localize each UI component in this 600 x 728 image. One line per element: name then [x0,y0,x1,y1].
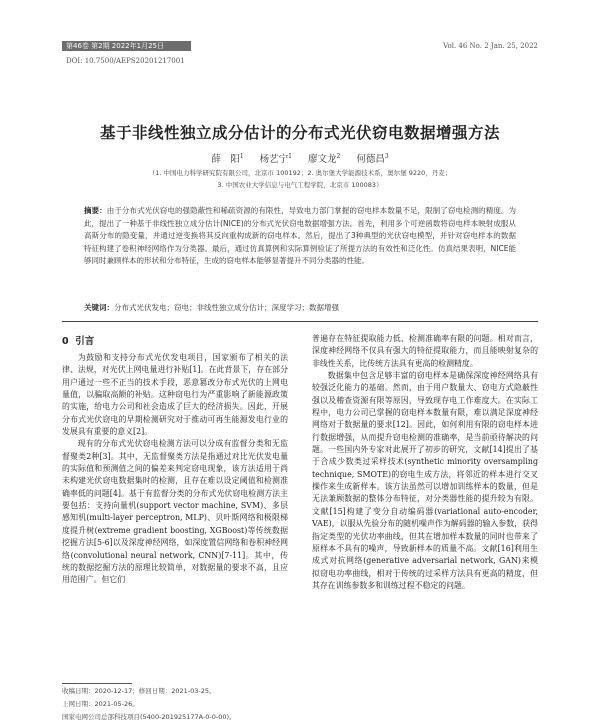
right-column [312,333,538,592]
keywords-text: 分布式光伏发电；窃电；非线性独立成分估计；深度学习；数据增强 [114,303,339,312]
affiliation: （1. 中国电力科学研究院有限公司，北京市 100192；2. 奥尔堡大学能源技术系，奥尔堡 9220，丹麦； [148,169,452,177]
section-heading: 0 引言 [62,336,95,347]
author: 薛 阳$^1$ [211,152,244,165]
divider [62,321,538,322]
left-column [62,352,288,587]
keywords-label: 关键词： [84,303,114,312]
author-list [0,151,600,165]
author: 廖文龙$^2$ [308,152,341,165]
footnote: 国家电网公司总部科技项目(5400-201925177A-0-0-00)。 [62,713,236,721]
footnote: 收稿日期：2020-12-17；修回日期：2021-03-25。 [62,687,216,695]
journal-issue-en: Vol. 46 No. 2 Jan. 25, 2022 [443,42,538,50]
paper-title: 基于非线性独立成分估计的分布式光伏窃电数据增强方法 [99,124,500,142]
paragraph: 普遍存在特征提取能力低、检测准确率有限的问题。相对而言，深度神经网络不仅具有强大的特征提取能力，而且能映射复杂的非线性关系，比传统方法具有更高的检测精度。 [312,334,538,368]
footnote-divider [62,683,132,684]
paragraph: 为鼓励和支持分布式光伏发电项目，国家颁布了相关的法律、法规，对光伏上网电量进行补贴[1]。在此背景下，存在部分用户通过一些不正当的技术手段，恶意篡改分布式光伏的上网电量值，以骗取高额的补贴。这种窃电行为严重影响了新能源政策的实施，给电力公司和社会造成了巨大的经济损失。因此，开展分布式光伏窃电的早期检测研究对于推动可再生能源发电行业的发展具有重要的意义[2]。 [62,353,288,437]
paragraph: 数据集中包含足够丰富的窃电样本是确保深度神经网络具有较强泛化能力的基础。然而，由于用户数量大、窃电方式隐蔽性强以及稽查资源有限等原因，导致现存电工作难度大。在实际工程中，电力公司已掌握的窃电样本数量有限，难以满足深度神经网络对于数据量的要求[12]。因此，如何利用有限的窃电样本进行数据增强，从而提升窃电检测的准确率，是当前亟待解决的问题。一些国内外专家对此展开了初步的研究，文献[14]提出了基于合成少数类过采样技术(synthetic minority oversampling technique, SMOTE)的窃电生成方法，将邻近的样本进行交叉操作来生成新样本。该方法虽然可以增加训练样本的数量，但是无法兼顾数据的整体分布特征，对分类器性能的提升较为有限。文献[15]构建了变分自动编码器(variational auto-encoder, VAE)，以服从先验分布的随机噪声作为解码器的输入参数，获得指定类型的光伏功率曲线，但其在增加样本数量的同时也带来了原样本不具有的噪声，导致新样本的质量不高。文献[16]利用生成式对抗网络(generative adversarial network, GAN)来模拟窃电功率曲线，相对于传统的过采样方法具有更高的精度，但其存在训练参数多和训练过程不稳定的问题。 [312,371,538,590]
abstract-label: 摘要： [84,206,107,215]
abstract [84,205,516,268]
abstract-text: 由于分布式光伏窃电的强隐蔽性和稀疏资源的有限性，导致电力部门掌握的窃电样本数量不足，限制了窃电检测的精度。为此，提出了一种基于非线性独立成分估计(NICE)的分布式光伏窃电数据增强方法。首先，利用多个可逆函数将窃电样本映射成服从高斯分布的隐变量，并通过逆变换将其反向重构成新的窃电样本。然后，提出了3种典型的光伏窃电模型，并针对窃电样本的数据特征构建了卷积神经网络作为分类器。最后，通过仿真算例和实际算例验证了所提方法的有效性和泛化性。仿真结果表明，NICE能够同时兼顾样本的形状和分布特征，生成的窃电样本能够显著提升不同分类器的性能。 [84,206,517,266]
paragraph: 现有的分布式光伏窃电检测方法可以分成有监督分类和无监督聚类2种[3]。其中，无监督聚类方法是指通过对比光伏发电量的实际值和预测值之间的偏差来判定窃电现象，该方法适用于尚未构建光伏窃电数据集时的检测，且存在难以设定阈值和检测准确率低的问题[4]。基于有监督分类的分布式光伏窃电检测方法主要包括：支持向量机(support vector machine, SVM)、多层感知机(multi-layer perceptron, MLP)、贝叶斯网络和极限梯度提升树(extreme gradient boosting, XGBoost)等传统数据挖掘方法[5-6]以及深度神经网络，如深度置信网络和卷积神经网络(convolutional neural network, CNN)[7-11]。其中，传统的数据挖掘方法的原理比较简单，对数据量的要求不高，且应用范围广。但它们 [62,439,288,585]
journal-issue: 第46卷 第2期 2022年1月25日 [66,42,164,50]
doi: DOI: 10.7500/AEPS20201217001 [66,57,185,65]
keywords [84,302,516,313]
affiliation: 3. 中国农业大学信息与电气工程学院，北京市 100083） [217,181,383,189]
footnote: 上网日期：2021-05-26。 [62,700,139,708]
author: 何德昌$^3$ [356,152,389,165]
author: 杨艺宁$^1$ [259,152,292,165]
